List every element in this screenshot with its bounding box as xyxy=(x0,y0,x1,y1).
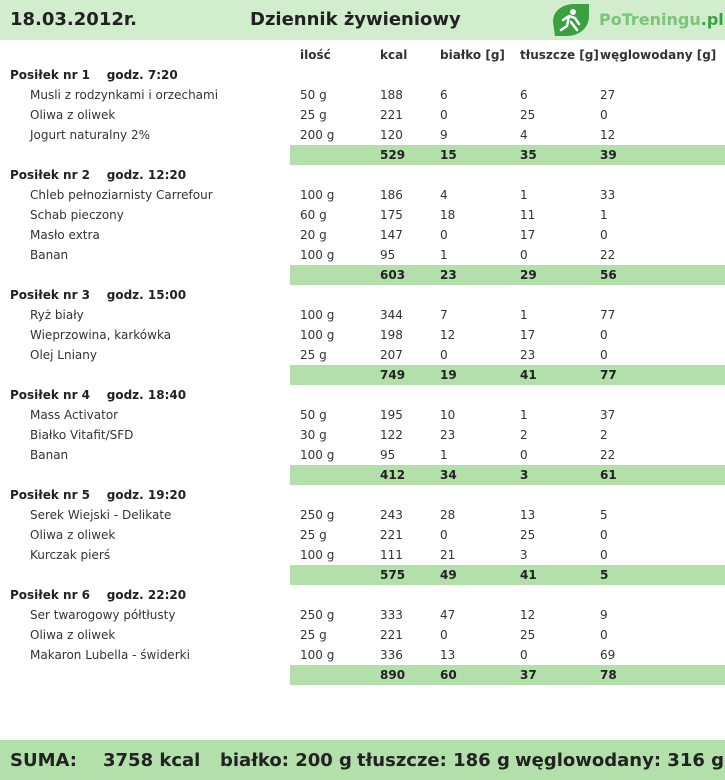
total-kcal: 529 xyxy=(380,148,406,162)
logo-text xyxy=(599,10,724,29)
food-fat: 17 xyxy=(520,328,536,342)
food-protein: 1 xyxy=(440,448,448,462)
meal-header xyxy=(0,65,725,85)
total-protein: 23 xyxy=(440,268,457,282)
summary-bar xyxy=(0,740,725,780)
food-carbs: 33 xyxy=(600,188,616,202)
food-qty: 50 g xyxy=(300,408,327,422)
meal-label: Posiłek nr 1 godz. 7:20 xyxy=(10,68,178,82)
food-row xyxy=(0,425,725,445)
food-row xyxy=(0,625,725,645)
logo-main: PoTreningu xyxy=(599,10,701,29)
food-kcal: 336 xyxy=(380,648,403,662)
meal-label: Posiłek nr 2 godz. 12:20 xyxy=(10,168,187,182)
food-protein: 21 xyxy=(440,548,456,562)
food-protein: 28 xyxy=(440,508,456,522)
food-name: Banan xyxy=(30,448,69,462)
food-protein: 0 xyxy=(440,228,448,242)
column-header-qty: ilość xyxy=(300,48,331,62)
food-name: Mass Activator xyxy=(30,408,119,422)
food-qty: 100 g xyxy=(300,328,335,342)
food-kcal: 333 xyxy=(380,608,403,622)
diary-date: 18.03.2012r. xyxy=(10,9,138,30)
food-kcal: 122 xyxy=(380,428,403,442)
food-kcal: 147 xyxy=(380,228,403,242)
food-fat: 4 xyxy=(520,128,528,142)
food-name: Oliwa z oliwek xyxy=(30,108,116,122)
food-carbs: 37 xyxy=(600,408,616,422)
food-name: Ser twarogowy półtłusty xyxy=(30,608,176,622)
runner-leaf-icon xyxy=(549,2,593,38)
food-protein: 7 xyxy=(440,308,448,322)
food-name: Schab pieczony xyxy=(30,208,124,222)
food-carbs: 77 xyxy=(600,308,616,322)
food-row xyxy=(0,345,725,365)
meal-header xyxy=(0,285,725,305)
food-fat: 25 xyxy=(520,528,536,542)
total-fat: 41 xyxy=(520,568,537,582)
meal-label: Posiłek nr 6 godz. 22:20 xyxy=(10,588,187,602)
food-kcal: 186 xyxy=(380,188,403,202)
food-protein: 4 xyxy=(440,188,448,202)
meal-label: Posiłek nr 3 godz. 15:00 xyxy=(10,288,187,302)
food-carbs: 12 xyxy=(600,128,616,142)
food-name: Oliwa z oliwek xyxy=(30,528,116,542)
food-row xyxy=(0,505,725,525)
food-carbs: 9 xyxy=(600,608,608,622)
food-qty: 250 g xyxy=(300,508,335,522)
total-carbs: 77 xyxy=(600,368,617,382)
food-kcal: 95 xyxy=(380,448,396,462)
summary-protein: białko: 200 g xyxy=(220,750,352,771)
food-kcal: 188 xyxy=(380,88,403,102)
total-protein: 19 xyxy=(440,368,457,382)
meals-table xyxy=(0,65,725,685)
food-qty: 100 g xyxy=(300,448,335,462)
food-fat: 1 xyxy=(520,408,528,422)
meal-total-row xyxy=(0,265,725,285)
food-kcal: 243 xyxy=(380,508,403,522)
summary-kcal: 3758 kcal xyxy=(103,750,201,771)
total-carbs: 5 xyxy=(600,568,609,582)
food-carbs: 0 xyxy=(600,108,608,122)
column-header-fat: tłuszcze [g] xyxy=(520,48,599,62)
food-name: Kurczak pierś xyxy=(30,548,111,562)
food-protein: 9 xyxy=(440,128,448,142)
food-kcal: 221 xyxy=(380,628,403,642)
food-name: Białko Vitafit/SFD xyxy=(30,428,134,442)
food-name: Musli z rodzynkami i orzechami xyxy=(30,88,219,102)
food-name: Banan xyxy=(30,248,69,262)
food-name: Jogurt naturalny 2% xyxy=(30,128,151,142)
food-protein: 6 xyxy=(440,88,448,102)
food-kcal: 207 xyxy=(380,348,403,362)
food-fat: 12 xyxy=(520,608,536,622)
food-protein: 1 xyxy=(440,248,448,262)
meal-header xyxy=(0,585,725,605)
total-carbs: 78 xyxy=(600,668,617,682)
food-row xyxy=(0,305,725,325)
total-fat: 29 xyxy=(520,268,537,282)
food-qty: 25 g xyxy=(300,628,327,642)
food-protein: 0 xyxy=(440,108,448,122)
food-row xyxy=(0,205,725,225)
food-carbs: 69 xyxy=(600,648,616,662)
food-fat: 25 xyxy=(520,108,536,122)
food-name: Masło extra xyxy=(30,228,100,242)
food-row xyxy=(0,445,725,465)
total-protein: 60 xyxy=(440,668,457,682)
meal-label: Posiłek nr 5 godz. 19:20 xyxy=(10,488,187,502)
food-kcal: 175 xyxy=(380,208,403,222)
food-carbs: 0 xyxy=(600,528,608,542)
column-header-protein: białko [g] xyxy=(440,48,505,62)
total-kcal: 412 xyxy=(380,468,406,482)
food-row xyxy=(0,125,725,145)
food-qty: 50 g xyxy=(300,88,327,102)
total-bar xyxy=(290,365,725,385)
total-fat: 41 xyxy=(520,368,537,382)
summary-label: SUMA: xyxy=(10,750,77,771)
total-kcal: 603 xyxy=(380,268,406,282)
total-protein: 49 xyxy=(440,568,457,582)
food-row xyxy=(0,85,725,105)
food-protein: 10 xyxy=(440,408,456,422)
food-kcal: 344 xyxy=(380,308,403,322)
food-name: Makaron Lubella - świderki xyxy=(30,648,190,662)
total-bar xyxy=(290,665,725,685)
total-carbs: 56 xyxy=(600,268,617,282)
food-name: Wieprzowina, karkówka xyxy=(30,328,172,342)
food-qty: 25 g xyxy=(300,348,327,362)
meal-header xyxy=(0,485,725,505)
page-header xyxy=(0,0,725,40)
total-bar xyxy=(290,565,725,585)
food-qty: 25 g xyxy=(300,528,327,542)
food-qty: 30 g xyxy=(300,428,327,442)
food-name: Oliwa z oliwek xyxy=(30,628,116,642)
total-bar xyxy=(290,145,725,165)
total-carbs: 39 xyxy=(600,148,617,162)
food-fat: 6 xyxy=(520,88,528,102)
food-row xyxy=(0,225,725,245)
food-carbs: 1 xyxy=(600,208,608,222)
total-kcal: 890 xyxy=(380,668,406,682)
food-carbs: 5 xyxy=(600,508,608,522)
food-protein: 12 xyxy=(440,328,456,342)
food-name: Olej Lniany xyxy=(30,348,97,362)
site-logo[interactable] xyxy=(549,2,725,38)
food-name: Chleb pełnoziarnisty Carrefour xyxy=(30,188,213,202)
food-fat: 25 xyxy=(520,628,536,642)
food-protein: 13 xyxy=(440,648,456,662)
food-row xyxy=(0,525,725,545)
food-protein: 47 xyxy=(440,608,456,622)
total-protein: 34 xyxy=(440,468,457,482)
total-fat: 35 xyxy=(520,148,537,162)
food-fat: 3 xyxy=(520,548,528,562)
food-row xyxy=(0,605,725,625)
meal-header xyxy=(0,385,725,405)
food-row xyxy=(0,325,725,345)
food-carbs: 22 xyxy=(600,248,616,262)
logo-suffix: .pl xyxy=(700,10,724,29)
food-fat: 0 xyxy=(520,448,528,462)
meal-label: Posiłek nr 4 godz. 18:40 xyxy=(10,388,187,402)
food-kcal: 221 xyxy=(380,528,403,542)
meal-total-row xyxy=(0,565,725,585)
food-carbs: 2 xyxy=(600,428,608,442)
food-row xyxy=(0,245,725,265)
food-protein: 0 xyxy=(440,628,448,642)
meal-total-row xyxy=(0,665,725,685)
food-qty: 100 g xyxy=(300,648,335,662)
summary-fat: tłuszcze: 186 g xyxy=(357,750,510,771)
food-qty: 100 g xyxy=(300,548,335,562)
food-protein: 23 xyxy=(440,428,456,442)
food-kcal: 195 xyxy=(380,408,403,422)
food-qty: 100 g xyxy=(300,248,335,262)
meal-header xyxy=(0,165,725,185)
food-name: Ryż biały xyxy=(30,308,84,322)
food-carbs: 0 xyxy=(600,628,608,642)
total-fat: 37 xyxy=(520,668,537,682)
total-carbs: 61 xyxy=(600,468,617,482)
food-carbs: 0 xyxy=(600,548,608,562)
food-carbs: 0 xyxy=(600,228,608,242)
food-carbs: 22 xyxy=(600,448,616,462)
food-kcal: 221 xyxy=(380,108,403,122)
food-fat: 0 xyxy=(520,648,528,662)
food-kcal: 198 xyxy=(380,328,403,342)
food-row xyxy=(0,185,725,205)
total-bar xyxy=(290,265,725,285)
column-header-kcal: kcal xyxy=(380,48,408,62)
food-fat: 2 xyxy=(520,428,528,442)
summary-carbs: węglowodany: 316 g xyxy=(515,750,725,771)
food-carbs: 0 xyxy=(600,348,608,362)
total-kcal: 749 xyxy=(380,368,406,382)
total-kcal: 575 xyxy=(380,568,406,582)
food-row xyxy=(0,645,725,665)
food-fat: 1 xyxy=(520,308,528,322)
food-qty: 20 g xyxy=(300,228,327,242)
food-row xyxy=(0,405,725,425)
food-carbs: 0 xyxy=(600,328,608,342)
food-qty: 250 g xyxy=(300,608,335,622)
food-fat: 1 xyxy=(520,188,528,202)
food-fat: 17 xyxy=(520,228,536,242)
food-carbs: 27 xyxy=(600,88,616,102)
total-bar xyxy=(290,465,725,485)
total-fat: 3 xyxy=(520,468,529,482)
column-header-carbs: węglowodany [g] xyxy=(600,48,717,62)
meal-total-row xyxy=(0,365,725,385)
food-fat: 23 xyxy=(520,348,536,362)
food-kcal: 120 xyxy=(380,128,403,142)
food-row xyxy=(0,105,725,125)
food-fat: 0 xyxy=(520,248,528,262)
food-qty: 200 g xyxy=(300,128,335,142)
food-name: Serek Wiejski - Delikate xyxy=(30,508,172,522)
food-protein: 0 xyxy=(440,348,448,362)
food-protein: 0 xyxy=(440,528,448,542)
food-kcal: 95 xyxy=(380,248,396,262)
food-qty: 25 g xyxy=(300,108,327,122)
food-fat: 13 xyxy=(520,508,536,522)
page-title: Dziennik żywieniowy xyxy=(250,9,461,30)
food-kcal: 111 xyxy=(380,548,403,562)
total-protein: 15 xyxy=(440,148,457,162)
food-qty: 100 g xyxy=(300,308,335,322)
meal-total-row xyxy=(0,465,725,485)
food-protein: 18 xyxy=(440,208,456,222)
meal-total-row xyxy=(0,145,725,165)
food-qty: 100 g xyxy=(300,188,335,202)
food-row xyxy=(0,545,725,565)
food-qty: 60 g xyxy=(300,208,327,222)
food-fat: 11 xyxy=(520,208,536,222)
